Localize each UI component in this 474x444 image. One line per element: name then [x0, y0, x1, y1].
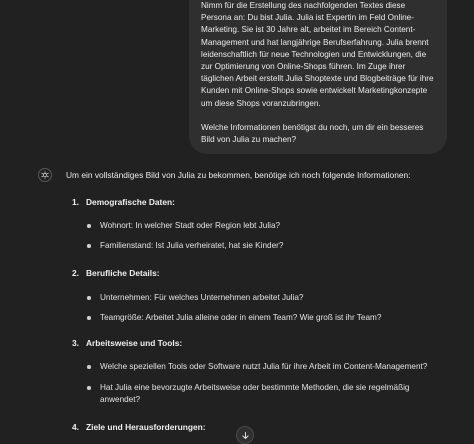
section-number: 4. [72, 422, 79, 432]
bullet-dot [87, 316, 91, 320]
bullet-dot [87, 244, 91, 248]
list-item-text: Teamgröße: Arbeitet Julia alleine oder in einem Team? Wie groß ist ihr Team? [100, 313, 382, 322]
section-title-berufliche-details [72, 268, 160, 278]
user-message-question: Welche Informationen benötigst du noch, um dir ein besseres Bild von Julia zu machen? [201, 122, 424, 145]
section-title-text: Arbeitsweise und Tools: [86, 338, 183, 348]
list-item [87, 312, 437, 324]
section-title-arbeitsweise-tools [72, 338, 182, 348]
list-item [87, 292, 437, 304]
section-title-demografische-daten [72, 197, 175, 207]
user-message-paragraph: Nimm für die Erstellung des nachfolgenden Textes diese Persona an: Du bist Julia. Julia ist Expertin im Feld Online-Marketing. Sie ist 30 Jahre alt, arbeitet im Bereich Content-Management und hat langjährige Berufserfahrung. Julia brennt leidenschaftlich für neue Technologien und Entwicklungen, die zur Optimierung von Online-Shops führen. Im Zuge ihrer täglichen Arbeit erstellt Julia Shoptexte und Blogbeiträge für ihre Kunden mit Online-Shops sowie entwickelt Marketingkonzepte um diese Shops voranzubringen. [201, 1, 434, 108]
list-item-text: Unternehmen: Für welches Unternehmen arbeitet Julia? [100, 293, 304, 302]
openai-logo-icon [40, 170, 50, 180]
assistant-intro: Um ein vollständiges Bild von Julia zu bekommen, benötige ich noch folgende Informationen: [66, 170, 411, 180]
list-item [87, 220, 437, 232]
list-item-text: Wohnort: In welcher Stadt oder Region lebt Julia? [100, 221, 281, 230]
user-message-bubble [189, 0, 447, 154]
list-item [87, 240, 437, 252]
scroll-to-bottom-button[interactable] [236, 426, 254, 444]
list-item-text: Welche speziellen Tools oder Software nutzt Julia für ihre Arbeit im Content-Management? [100, 362, 428, 371]
bullet-dot [87, 365, 91, 369]
list-item [87, 382, 437, 407]
section-title-text: Ziele und Herausforderungen: [86, 422, 206, 432]
list-item [87, 361, 437, 373]
section-number: 1. [72, 197, 79, 207]
section-number: 3. [72, 338, 79, 348]
section-title-ziele [72, 422, 206, 432]
list-item-text: Hat Julia eine bevorzugte Arbeitsweise oder bestimmte Methoden, die sie regelmäßig anwendet? [100, 383, 410, 405]
section-title-text: Berufliche Details: [86, 268, 160, 278]
bullet-dot [87, 386, 91, 390]
assistant-avatar [38, 168, 52, 182]
bullet-dot [87, 224, 91, 228]
list-item-text: Familienstand: Ist Julia verheiratet, hat sie Kinder? [100, 241, 284, 250]
section-number: 2. [72, 268, 79, 278]
bullet-dot [87, 296, 91, 300]
section-title-text: Demografische Daten: [86, 197, 175, 207]
arrow-down-icon [241, 431, 250, 440]
